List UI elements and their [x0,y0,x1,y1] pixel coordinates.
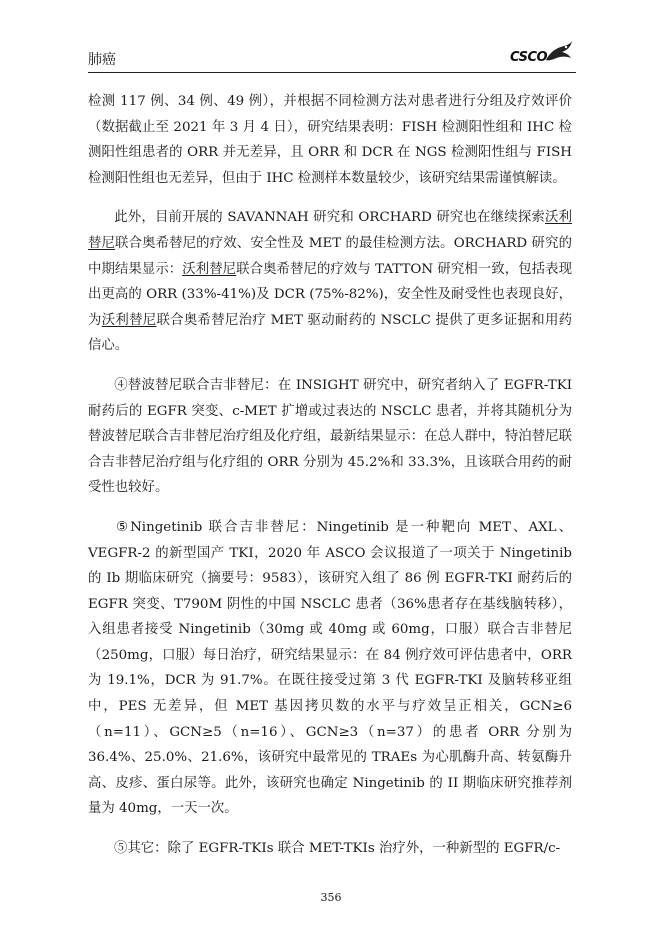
underlined-drug-name: 沃利替尼 [182,261,237,277]
text-run: 检测 117 例、34 例、49 例），并根据不同检测方法对患者进行分组及疗效评价（数据截止至 2021 年 3 月 4 日），研究结果表明：FISH 检测阳性组和 IHC 检测阳性组患者的 ORR 并无差异，且 ORR 和 DCR 在 NGS 检测阳性组与 FISH 检测阳性组也无差异，但由于 IHC 检测样本数量较少，该研究结果需谨慎解读。 [88,94,572,186]
text-run: 此外，目前开展的 SAVANNAH 研究和 ORCHARD 研究也在继续探索 [114,210,546,226]
text-run: ⑤Ningetinib 联合吉非替尼：Ningetinib 是一种靶向 MET、AXL、VEGFR-2 的新型国产 TKI，2020 年 ASCO 会议报道了一项关于 Ningetinib 的 Ib 期临床研究（摘要号：9583），该研究入组了 86 例 EGFR-TKI 耐药后的 EGFR 突变、T790M 阴性的中国 NSCLC 患者（36%患者存在基线脑转移），入组患者接受 Ningetinib（30mg 或 40mg 或 60mg，口服）联合吉非替尼（250mg，口服）每日治疗，研究结果显示：在 84 例疗效可评估患者中，ORR 为 19.1%，DCR 为 91.7%。在既往接受过第 3 代 EGFR-TKI 及脑转移亚组中，PES 无差异，但 MET 基因拷贝数的水平与疗效呈正相关，GCN≥6（n=11）、GCN≥5（n=16）、GCN≥3（n=37）的患者 ORR 分别为 36.4%、25.0%、21.6%，该研究中最常见的 TRAEs 为心肌酶升高、转氨酶升高、皮疹、蛋白尿等。此外，该研究也确定 Ningetinib 的 II 期临床研究推荐剂量为 40mg，一天一次。 [88,519,572,817]
page-number: 356 [320,891,342,904]
text-run: ⑤其它：除了 EGFR-TKIs 联合 MET-TKIs 治疗外，一种新型的 EGFR/c- [114,841,561,857]
paragraph-1 [88,89,572,191]
running-header-title: 肺癌 [88,52,116,68]
text-run: ④替波替尼联合吉非替尼：在 INSIGHT 研究中，研究者纳入了 EGFR-TKI 耐药后的 EGFR 突变、c-MET 扩增或过表达的 NSCLC 患者，并将其随机分为替波替尼联合吉非替尼治疗组及化疗组，最新结果显示：在总人群中，特泊替尼联合吉非替尼治疗组与化疗组的 ORR 分别为 45.2%和 33.3%，且该联合用药的耐受性也较好。 [88,377,572,496]
text-run: 联合奥希替尼治疗 MET 驱动耐药的 NSCLC 提供了更多证据和用药信心。 [88,312,573,354]
paragraph-4 [88,515,572,822]
text-run: 联合奥希替尼的疗效与 TATTON 研究相一致，包括表现出更高的 ORR (33%-41%)及 DCR (75%-82%)，安全性及耐受性也表现良好，为 [88,261,572,328]
underlined-drug-name: 沃利替尼 [101,312,157,328]
text-run: 联合奥希替尼的疗效、安全性及 MET 的最佳检测方法。ORCHARD 研究的中期结果显示： [88,235,572,277]
paragraph-2 [88,205,572,359]
paragraph-5 [88,836,572,862]
csco-logo [510,40,574,68]
logo-wordmark: CSCO [510,50,548,65]
body-text [88,89,572,862]
bird-icon [544,40,574,66]
paragraph-3 [88,373,572,501]
underlined-drug-name: 沃利替尼 [88,210,573,251]
header-rule [88,72,576,73]
